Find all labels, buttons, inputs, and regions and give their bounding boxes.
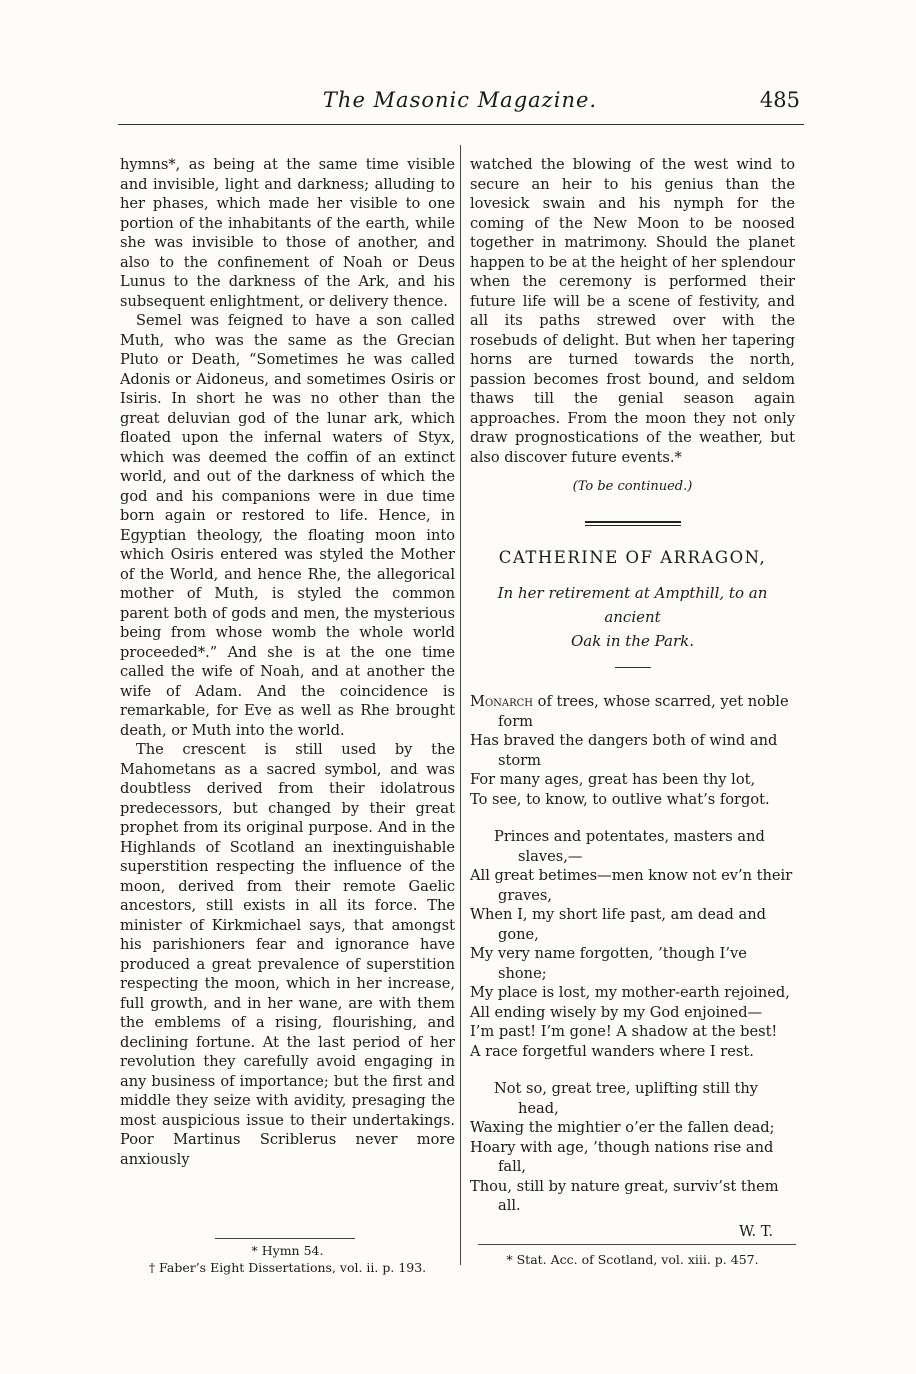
poem-subtitle-line: Oak in the Park. (570, 632, 695, 650)
verse-text: of trees, whose scarred, yet noble form (498, 693, 789, 730)
poem-signature: W. T. (739, 1222, 773, 1240)
poem-subtitle (470, 581, 795, 653)
stanza (470, 1079, 795, 1216)
verse-line: All great betimes—men know not ev’n their graves, (470, 867, 793, 904)
continued-note: (To be continued.) (572, 479, 693, 494)
short-divider (615, 667, 651, 668)
stanza (470, 692, 795, 809)
footnote: † Faber’s Eight Dissertations, vol. ii. p. 193. (148, 1260, 427, 1275)
paragraph: watched the blowing of the west wind to secure an heir to his genius than the lovesick swain and his nymph for the coming of the New Moon to be noosed together in matrimony. Should the planet happen to be at the height of her splendour when the ceremony is performed their future life will be a scene of festivity, and all its paths strewed over with the rosebuds of delight. But when her tapering horns are turned towards the north, passion becomes frost bound, and seldom thaws till the genial season again approaches. From the moon they not only draw prognostications of the weather, but also discover future events.* (470, 156, 795, 466)
verse-line (470, 692, 795, 731)
running-title: The Masonic Magazine. (322, 88, 598, 112)
paragraph: The crescent is still used by the Mahometans as a sacred symbol, and was doubtless derived from their idolatrous predecessors, but changed by their great prophet from its original purpose. And in the Highlands of Scotland an inextinguishable superstition respecting the influence of the moon, derived from their remote Gaelic ancestors, still exists in all its force. The minister of Kirkmichael says, that amongst his parishioners fear and ignorance have produced a great prevalence of superstition respecting the moon, which in her increase, full growth, and in her wane, are with them the emblems of a rising, flourishing, and declining fortune. At the last period of her revolution they carefully avoid engaging in any business of importance; but the first and middle they seize with avidity, presaging the most auspicious issue to their undertakings. Poor Martinus Scriblerus never more anxiously (120, 741, 455, 1168)
header-rule (118, 124, 804, 125)
footnote-rule (478, 1244, 796, 1245)
paragraph: Semel was feigned to have a son called Muth, who was the same as the Grecian Pluto or Death, “Sometimes he was called Adonis or Aidoneus, and sometimes Osiris or Isiris. In short he was no other than the great deluvian god of the lunar ark, which floated upon the infernal waters of Styx, which was deemed the coffin of an extinct world, and out of the darkness of which the god and his companions were in due time born again or restored to life. Hence, in Egyptian theology, the floating moon into which Osiris entered was styled the Mother of the World, and hence Rhe, the allegorical mother of Muth, is styled the common parent both of gods and men, the mysterious being from whose womb the whole world proceeded*.” And she is at the one time called the wife of Noah, and at another the wife of Adam. And the coincidence is remarkable, for Eve as well as Rhe brought death, or Muth into the world. (120, 312, 455, 739)
verse-line: Not so, great tree, uplifting still thy head, (494, 1080, 759, 1117)
paragraph: hymns*, as being at the same time visible and invisible, light and darkness; alluding to her phases, which made her visible to one portion of the inhabitants of the earth, while she was invisible to those of another, and also to the confinement of Noah or Deus Lunus to the darkness of the Ark, and his subsequent enlightment, or delivery thence. (120, 156, 455, 310)
verse-line: My very name forgotten, ’though I’ve shone; (470, 945, 747, 982)
verse-line: My place is lost, my mother-earth rejoined, (470, 984, 790, 1001)
verse-line: All ending wisely by my God enjoined— (470, 1003, 763, 1021)
verse-line: A race forgetful wanders where I rest. (470, 1042, 754, 1060)
drop-word: Monarch (470, 693, 534, 710)
verse-line: For many ages, great has been thy lot, (470, 771, 756, 788)
verse-line: Has braved the dangers both of wind and storm (470, 732, 778, 769)
footnotes-right (470, 1252, 795, 1267)
right-column (470, 155, 795, 1241)
verse-line: I’m past! I’m gone! A shadow at the best! (470, 1023, 778, 1040)
verse-line: Thou, still by nature great, surviv’st them all. (470, 1177, 779, 1214)
page-number: 485 (759, 88, 800, 112)
verse-line: When I, my short life past, am dead and gone, (470, 906, 766, 943)
verse-line: Waxing the mightier o’er the fallen dead; (470, 1119, 775, 1136)
page-header (120, 88, 800, 118)
footnote: * Stat. Acc. of Scotland, vol. xiii. p. 457. (506, 1252, 759, 1267)
verse-line: Hoary with age, ’though nations rise and fall, (470, 1138, 774, 1175)
column-divider (460, 145, 461, 1265)
verse-line: To see, to know, to outlive what’s forgot. (470, 790, 770, 808)
footnotes-left (120, 1242, 455, 1276)
left-column (120, 155, 455, 1169)
footnote: * Hymn 54. (251, 1243, 324, 1258)
poem-title: CATHERINE OF ARRAGON, (498, 547, 767, 567)
poem-subtitle-line: In her retirement at Ampthill, to an ancient (497, 584, 768, 626)
verse-line: Princes and potentates, masters and slaves,— (494, 828, 765, 865)
footnote-rule (215, 1238, 355, 1239)
section-divider (585, 521, 681, 526)
stanza (470, 827, 795, 1061)
